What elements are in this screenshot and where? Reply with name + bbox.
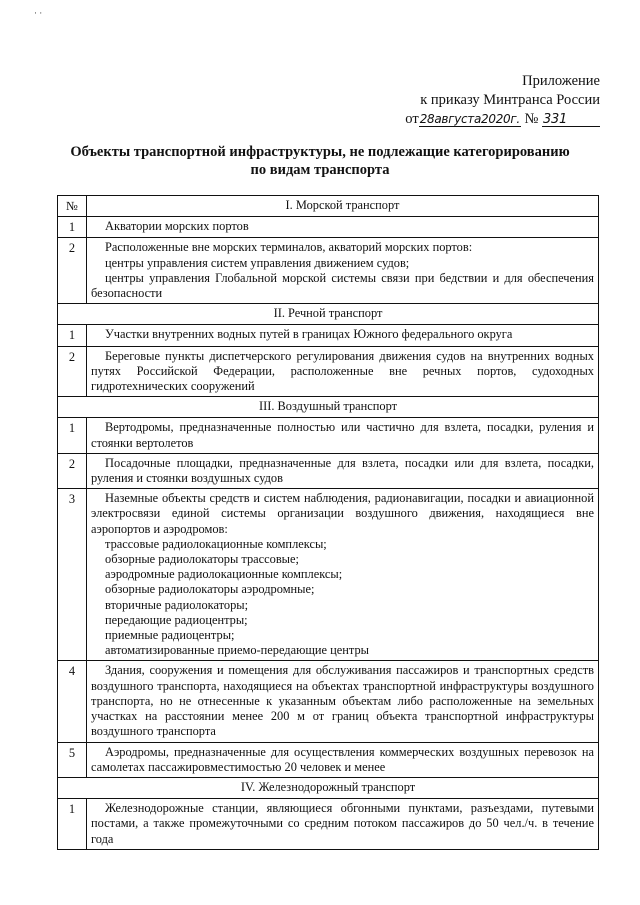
handwritten-order-number: 331 — [542, 113, 600, 127]
table-row — [58, 238, 599, 304]
description-line: Аэродромы, предназначенные для осуществления коммерческих воздушных перевозок на самолетах пассажировместимостью 20 человек и менее — [91, 744, 594, 774]
appendix-block — [400, 72, 600, 129]
section-header-row — [58, 196, 599, 217]
description-line: Здания, сооружения и помещения для обслуживания пассажиров и транспортных средств воздушного транспорта, находящиеся на объектах транспортной инфраструктуры воздушного транспорта, но не отнесенные к указанным объектам либо расположенные на земельных участках на расстоянии менее 200 м от границ объекта транспортной инфраструктуры воздушного транспорта — [91, 663, 594, 739]
description-line: Береговые пункты диспетчерского регулирования движения судов на внутренних водных путях Российской Федерации, расположенные вне речных портов, судоходных гидротехнических сооружений — [91, 348, 594, 394]
table-row — [58, 418, 599, 453]
row-number: 1 — [58, 799, 87, 850]
section-heading: II. Речной транспорт — [58, 304, 599, 325]
table-row — [58, 799, 599, 850]
row-description — [87, 217, 599, 238]
description-line: аэродромные радиолокационные комплексы; — [105, 567, 343, 582]
description-line: обзорные радиолокаторы трассовые; — [105, 552, 299, 567]
corner-marks: · · — [34, 8, 43, 18]
title-line-2: по видам транспорта — [250, 162, 390, 178]
description-line: Акватории морских портов — [105, 219, 249, 234]
description-line: Участки внутренних водных путей в границах Южного федерального округа — [105, 327, 513, 342]
row-description — [87, 742, 599, 777]
description-line: Наземные объекты средств и систем наблюдения, радионавигации, посадки и авиационной электросвязи единой системы организации воздушного движения, находящиеся вне аэропортов и аэродромов: — [91, 491, 594, 536]
section-header-row — [58, 304, 599, 325]
table-row — [58, 661, 599, 742]
row-number: 2 — [58, 453, 87, 488]
table-row — [58, 217, 599, 238]
description-line: Расположенные вне морских терминалов, акваторий морских портов: — [105, 240, 473, 255]
row-number: 4 — [58, 661, 87, 742]
appendix-title: Приложение — [522, 73, 600, 89]
section-heading: IV. Железнодорожный транспорт — [58, 777, 599, 798]
from-label: от — [405, 111, 419, 127]
row-description — [87, 799, 599, 850]
row-number: 5 — [58, 742, 87, 777]
description-line: передающие радиоцентры; — [105, 612, 248, 627]
table-row — [58, 346, 599, 397]
table-row — [58, 742, 599, 777]
row-description — [87, 489, 599, 661]
description-line: вторичные радиолокаторы; — [105, 597, 249, 612]
table-row — [58, 325, 599, 346]
column-header-number: № — [58, 196, 87, 217]
description-line: Железнодорожные станции, являющиеся обгонными пунктами, разъездами, путевыми постами, а также промежуточными со средним потоком пассажиров до 50 чел./ч. в течение года — [91, 801, 594, 846]
description-line: центры управления Глобальной морской системы связи при бедствии и для обеспечения безопасности — [91, 270, 594, 301]
row-description — [87, 238, 599, 304]
handwritten-date: 28августа2020г. — [419, 112, 520, 126]
description-line: трассовые радиолокационные комплексы; — [105, 536, 327, 551]
section-heading: III. Воздушный транспорт — [58, 397, 599, 418]
description-line: автоматизированные приемо-передающие центры — [105, 643, 369, 658]
row-number: 1 — [58, 325, 87, 346]
number-sign: № — [524, 111, 539, 127]
infrastructure-table — [57, 195, 599, 850]
row-number: 2 — [58, 238, 87, 304]
description-line: обзорные радиолокаторы аэродромные; — [105, 582, 315, 597]
description-line: Вертодромы, предназначенные полностью или частично для взлета, посадки, руления и стоянки вертолетов — [91, 420, 594, 450]
row-description — [87, 418, 599, 453]
title-line-1: Объекты транспортной инфраструктуры, не подлежащие категорированию — [70, 144, 570, 160]
section-header-row — [58, 397, 599, 418]
row-number: 1 — [58, 217, 87, 238]
description-line: Посадочные площадки, предназначенные для взлета, посадки или для взлета, посадки, руления и стоянки воздушных судов — [91, 455, 594, 486]
description-line: центры управления систем управления движением судов; — [105, 255, 410, 270]
row-description — [87, 325, 599, 346]
appendix-date-line — [400, 110, 600, 129]
document-title — [60, 143, 580, 179]
table-row — [58, 453, 599, 488]
row-description — [87, 453, 599, 488]
description-line: приемные радиоцентры; — [105, 628, 235, 643]
row-number: 3 — [58, 489, 87, 661]
row-description — [87, 661, 599, 742]
section-header-row — [58, 777, 599, 798]
row-number: 1 — [58, 418, 87, 453]
section-heading: I. Морской транспорт — [87, 196, 599, 217]
appendix-order-ref: к приказу Минтранса России — [420, 92, 600, 108]
table-row — [58, 489, 599, 661]
row-number: 2 — [58, 346, 87, 397]
row-description — [87, 346, 599, 397]
